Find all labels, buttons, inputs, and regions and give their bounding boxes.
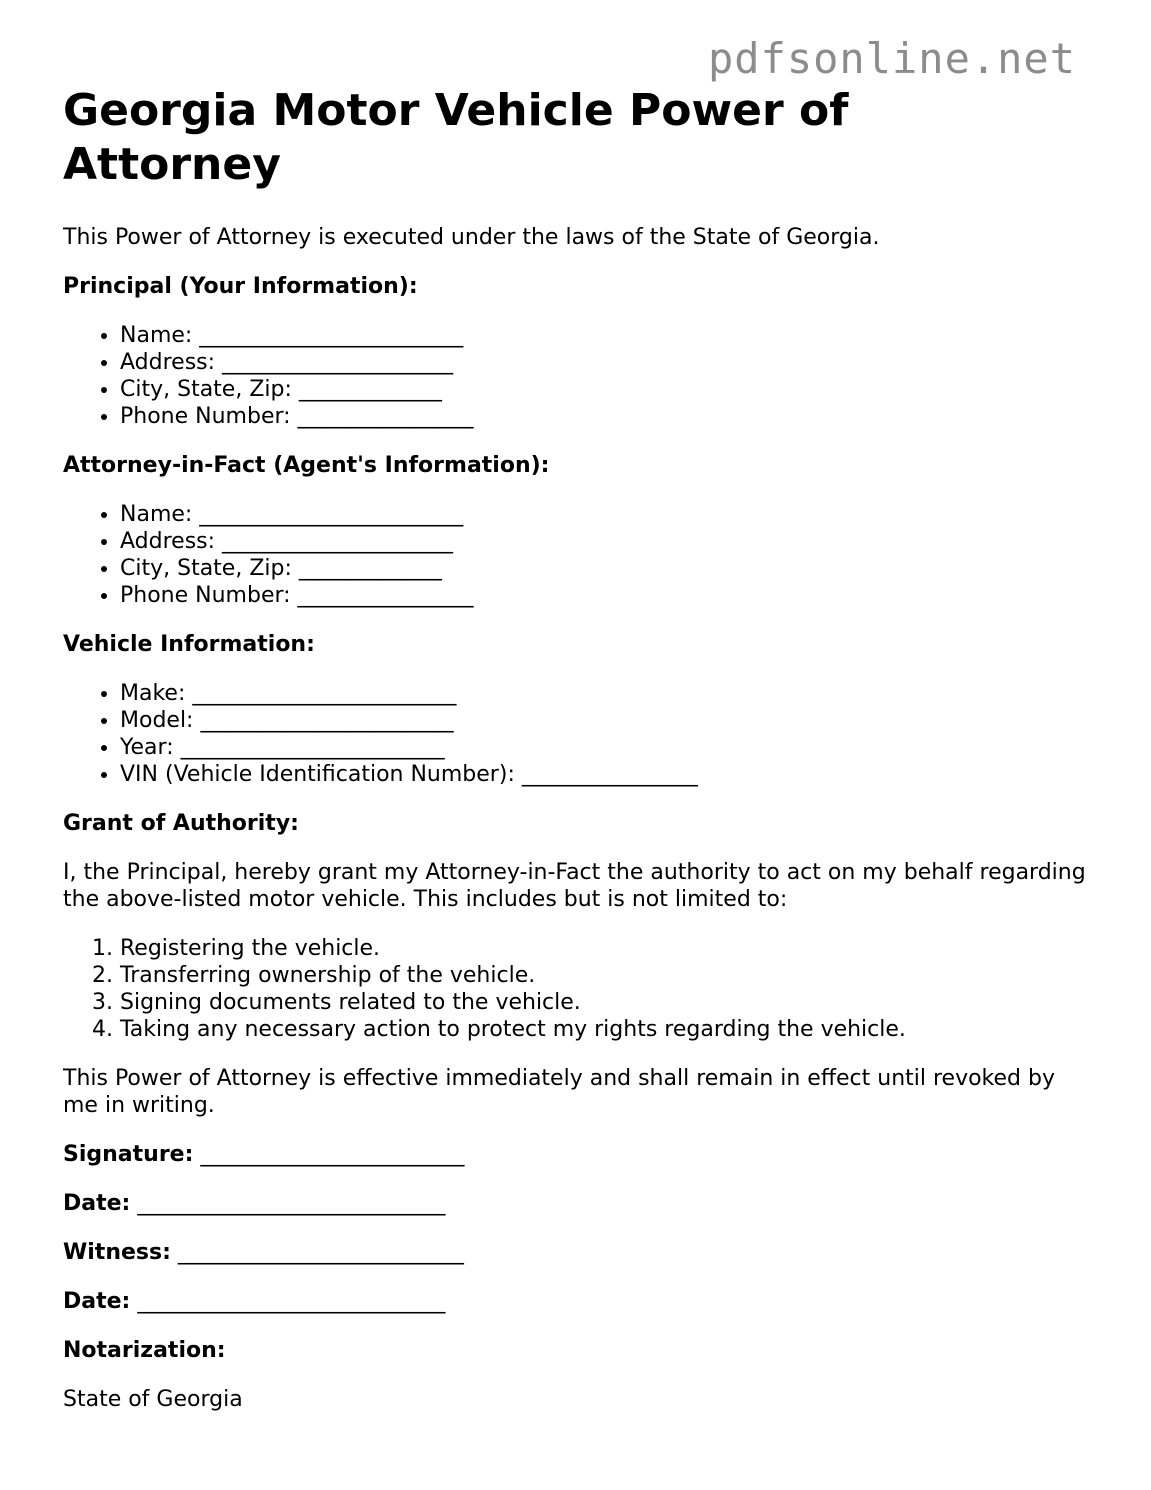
- witness-field[interactable]: [63, 1239, 1093, 1266]
- grant-list: [63, 935, 1093, 1043]
- agent-city-state-zip-field[interactable]: • City, State, Zip: _____________: [120, 555, 1093, 582]
- grant-item: 3. Signing documents related to the vehicle.: [120, 989, 1093, 1016]
- principal-phone-field[interactable]: • Phone Number: ________________: [120, 403, 1093, 430]
- principal-city-state-zip-field[interactable]: • City, State, Zip: _____________: [120, 376, 1093, 403]
- date-label: Date:: [63, 1289, 131, 1314]
- principal-list: [63, 322, 1093, 430]
- agent-phone-field[interactable]: • Phone Number: ________________: [120, 582, 1093, 609]
- grant-item: 2. Transferring ownership of the vehicle.: [120, 962, 1093, 989]
- agent-name-field[interactable]: • Name: ________________________: [120, 501, 1093, 528]
- witness-line[interactable]: __________________________: [170, 1240, 464, 1265]
- vehicle-heading: Vehicle Information:: [63, 632, 315, 657]
- vehicle-make-field[interactable]: • Make: ________________________: [120, 680, 1093, 707]
- grant-item: 1. Registering the vehicle.: [120, 935, 1093, 962]
- signature-line[interactable]: ________________________: [193, 1142, 465, 1167]
- agent-heading: Attorney-in-Fact (Agent's Information):: [63, 453, 550, 478]
- grant-heading: Grant of Authority:: [63, 811, 299, 836]
- agent-address-field[interactable]: • Address: _____________________: [120, 528, 1093, 555]
- vehicle-year-field[interactable]: • Year: ________________________: [120, 734, 1093, 761]
- date-label: Date:: [63, 1191, 131, 1216]
- witness-label: Witness:: [63, 1240, 171, 1265]
- vehicle-vin-field[interactable]: • VIN (Vehicle Identification Number): ________________: [120, 761, 1093, 788]
- effective-text: This Power of Attorney is effective immediately and shall remain in effect until revoked by me in writing.: [63, 1066, 1055, 1118]
- document-title: Georgia Motor Vehicle Power of Attorney: [63, 85, 849, 190]
- document: [63, 78, 1093, 1435]
- intro-text: This Power of Attorney is executed under the laws of the State of Georgia.: [63, 225, 880, 250]
- grant-item: 4. Taking any necessary action to protect my rights regarding the vehicle.: [120, 1016, 1093, 1043]
- signature-label: Signature:: [63, 1142, 194, 1167]
- date-field-1[interactable]: [63, 1190, 1093, 1217]
- signature-field[interactable]: [63, 1141, 1093, 1168]
- date-line[interactable]: ____________________________: [130, 1191, 446, 1216]
- vehicle-list: [63, 680, 1093, 788]
- principal-heading: Principal (Your Information):: [63, 274, 418, 299]
- notarization-heading: Notarization:: [63, 1338, 226, 1363]
- agent-list: [63, 501, 1093, 609]
- date-line[interactable]: ____________________________: [130, 1289, 446, 1314]
- principal-name-field[interactable]: • Name: ________________________: [120, 322, 1093, 349]
- principal-address-field[interactable]: • Address: _____________________: [120, 349, 1093, 376]
- grant-text: I, the Principal, hereby grant my Attorney-in-Fact the authority to act on my behalf regarding the above-listed motor vehicle. This includes but is not limited to:: [63, 860, 1086, 912]
- notarization-state: State of Georgia: [63, 1387, 243, 1412]
- watermark: pdfsonline.net: [708, 34, 1077, 83]
- date-field-2[interactable]: [63, 1288, 1093, 1315]
- vehicle-model-field[interactable]: • Model: _______________________: [120, 707, 1093, 734]
